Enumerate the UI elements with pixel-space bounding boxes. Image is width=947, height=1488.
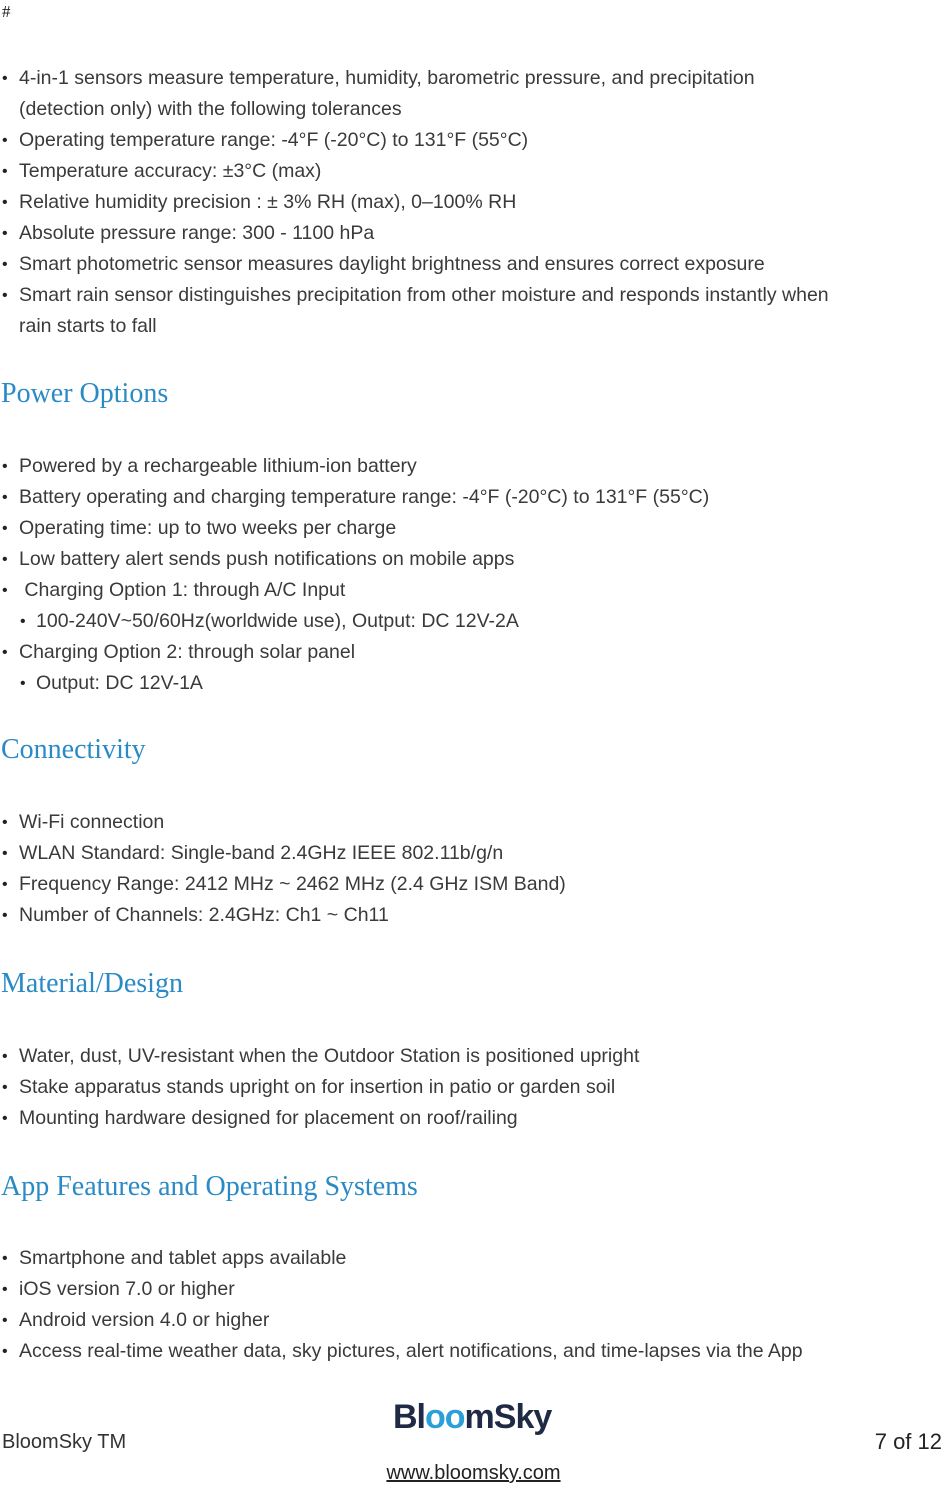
section-title-apps: App Features and Operating Systems xyxy=(1,1171,418,1202)
list-item: • Operating temperature range: -4°F (-20°C) to 131°F (55°C) xyxy=(0,125,829,156)
list-item: • Absolute pressure range: 300 - 1100 hPa xyxy=(0,218,829,249)
logo-wordmark: BloomSky xyxy=(393,1398,552,1436)
connectivity-list xyxy=(0,807,566,931)
list-item: • Stake apparatus stands upright on for insertion in patio or garden soil xyxy=(0,1072,639,1103)
list-item: • Low battery alert sends push notifications on mobile apps xyxy=(0,544,709,575)
list-item: • Smart photometric sensor measures daylight brightness and ensures correct exposure xyxy=(0,249,829,280)
continuation-text: (detection only) with the following tolerances xyxy=(19,98,402,120)
list-item: • Charging Option 1: through A/C Input xyxy=(0,575,709,606)
list-item: • Access real-time weather data, sky pictures, alert notifications, and time-lapses via the App xyxy=(0,1336,803,1367)
list-item-continuation xyxy=(0,94,829,125)
list-item: • Powered by a rechargeable lithium-ion battery xyxy=(0,451,709,482)
list-item: • Smartphone and tablet apps available xyxy=(0,1243,803,1274)
list-item: • iOS version 7.0 or higher xyxy=(0,1274,803,1305)
list-item: • Temperature accuracy: ±3°C (max) xyxy=(0,156,829,187)
apps-list xyxy=(0,1243,803,1367)
list-item: • 4-in-1 sensors measure temperature, humidity, barometric pressure, and precipitation xyxy=(0,63,829,94)
list-item: • Wi-Fi connection xyxy=(0,807,566,838)
header-mark: # xyxy=(2,2,11,21)
list-item: • Operating time: up to two weeks per charge xyxy=(0,513,709,544)
list-item: • Charging Option 2: through solar panel xyxy=(0,637,709,668)
list-item: • Relative humidity precision : ± 3% RH (max), 0–100% RH xyxy=(0,187,829,218)
sub-list-item: • Output: DC 12V-1A xyxy=(0,668,709,699)
list-item: • Mounting hardware designed for placement on roof/railing xyxy=(0,1103,639,1134)
website-link[interactable]: www.bloomsky.com xyxy=(386,1462,561,1484)
list-item: • Number of Channels: 2.4GHz: Ch1 ~ Ch11 xyxy=(0,900,566,931)
list-item: • Battery operating and charging temperature range: -4°F (-20°C) to 131°F (55°C) xyxy=(0,482,709,513)
material-list xyxy=(0,1041,639,1134)
sub-list-item: • 100-240V~50/60Hz(worldwide use), Output: DC 12V-2A xyxy=(0,606,709,637)
section-title-connectivity: Connectivity xyxy=(1,734,146,765)
power-list xyxy=(0,451,709,699)
intro-list xyxy=(0,63,829,342)
section-title-power: Power Options xyxy=(1,378,169,409)
list-item: • WLAN Standard: Single-band 2.4GHz IEEE 802.11b/g/n xyxy=(0,838,566,869)
continuation-text: rain starts to fall xyxy=(19,315,157,337)
list-item: • Android version 4.0 or higher xyxy=(0,1305,803,1336)
footer-brand: BloomSky TM xyxy=(2,1431,127,1453)
page-number: 7 of 12 xyxy=(874,1429,942,1454)
section-title-material: Material/Design xyxy=(1,968,183,999)
list-item: • Smart rain sensor distinguishes precipitation from other moisture and responds instantly when xyxy=(0,280,829,311)
list-item-continuation xyxy=(0,311,829,342)
bloomsky-logo xyxy=(391,1398,559,1440)
list-item: • Water, dust, UV-resistant when the Outdoor Station is positioned upright xyxy=(0,1041,639,1072)
list-item: • Frequency Range: 2412 MHz ~ 2462 MHz (2.4 GHz ISM Band) xyxy=(0,869,566,900)
